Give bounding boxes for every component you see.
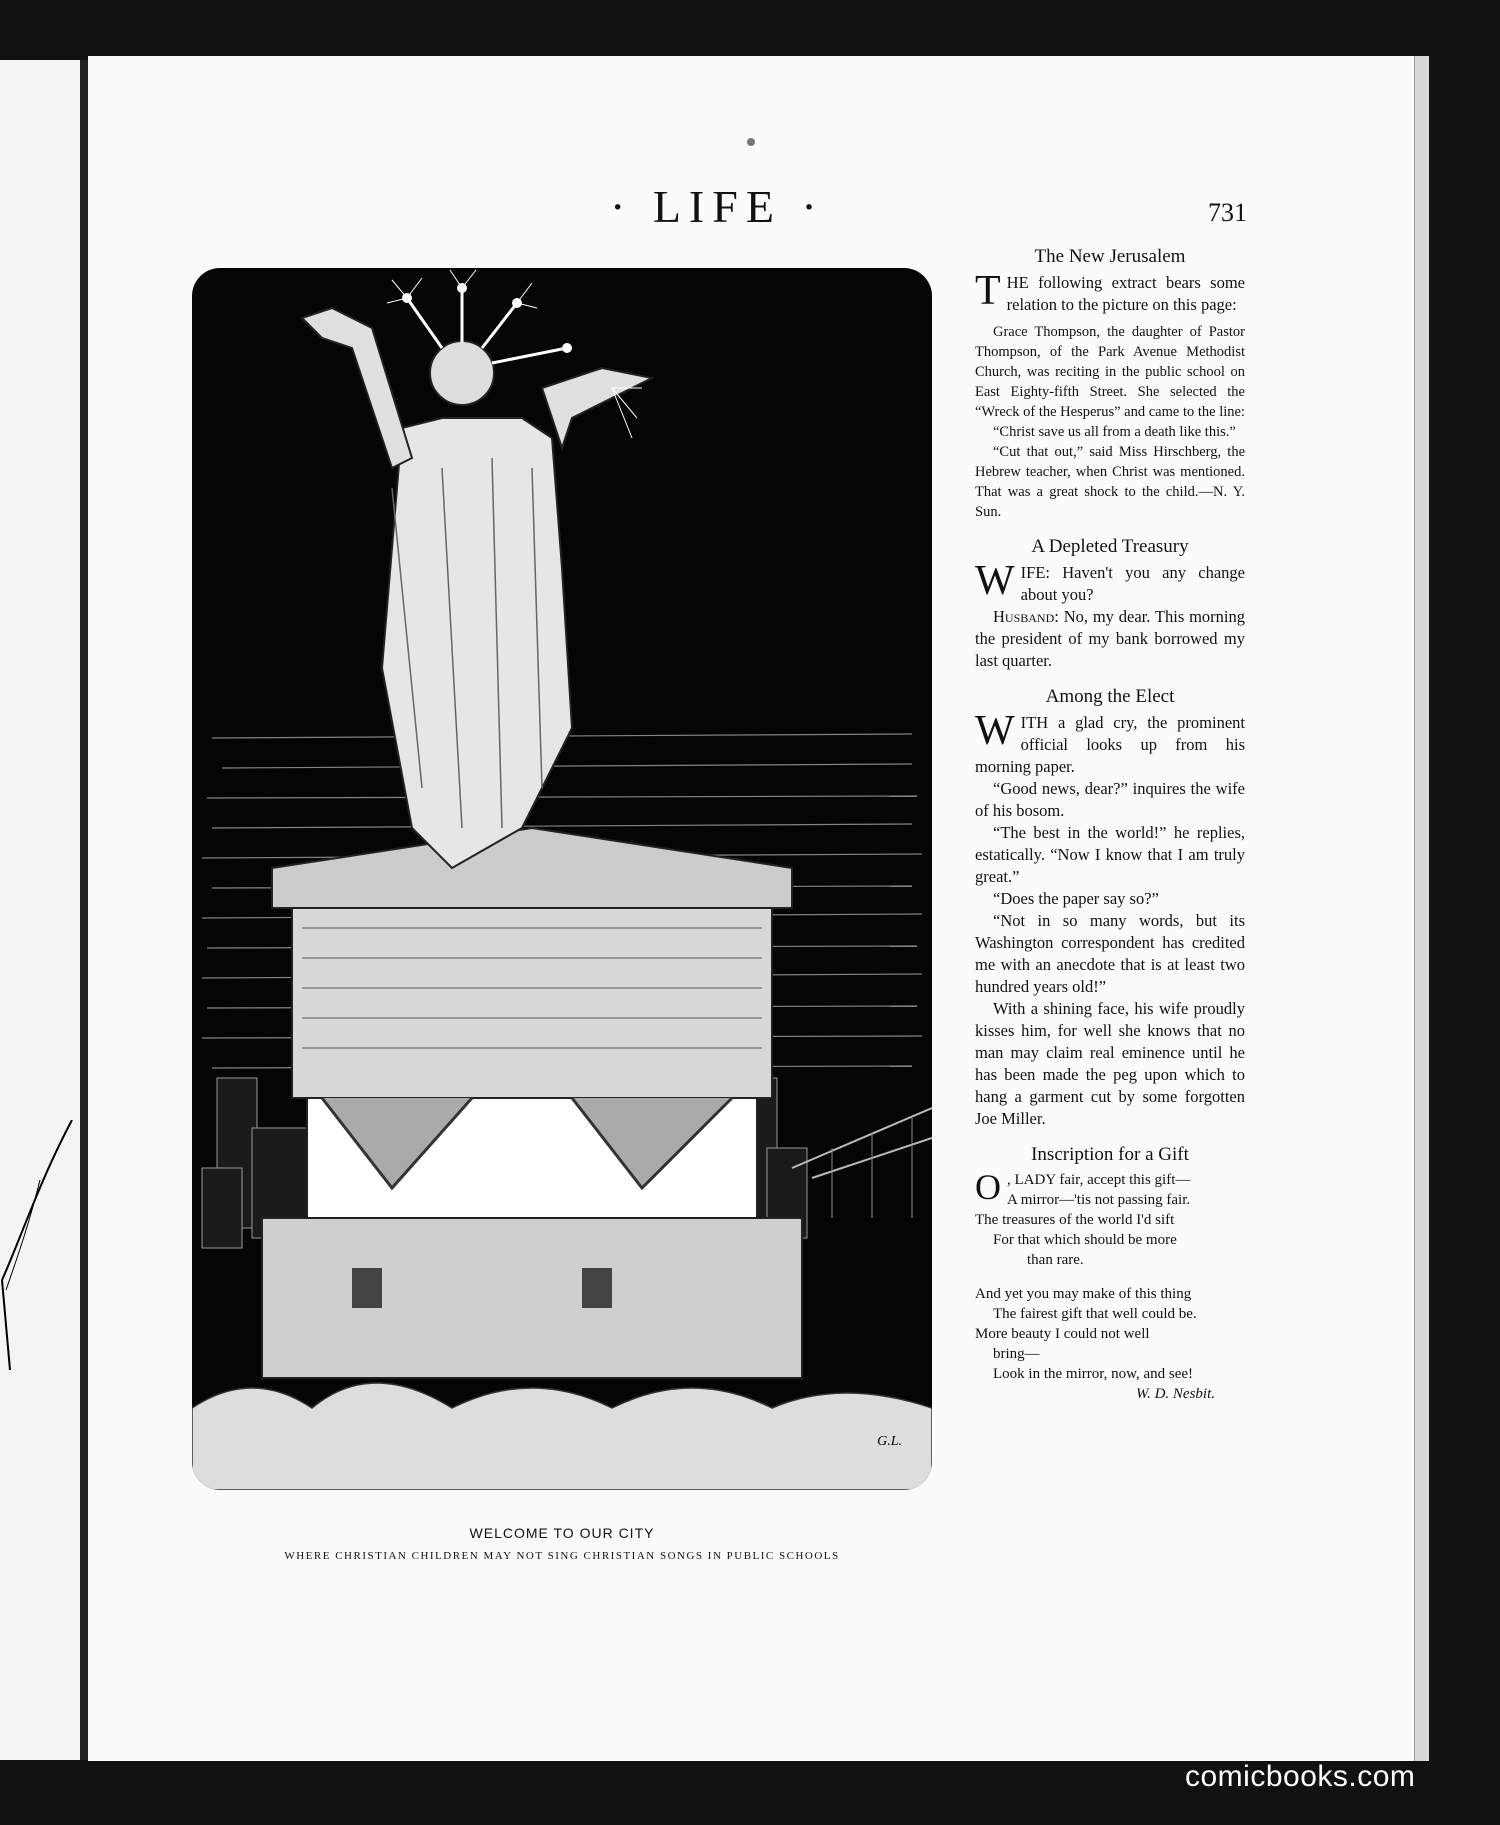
left-page-edge — [0, 60, 88, 1760]
cartoon-caption-subtitle: WHERE CHRISTIAN CHILDREN MAY NOT SING CHRISTIAN SONGS IN PUBLIC SCHOOLS — [284, 1550, 840, 1562]
poem-line: O , LADY fair, accept this gift— — [975, 1167, 1191, 1207]
poem-line: than rare. — [1027, 1252, 1084, 1268]
article-jerusalem-intro: THE following extract bears some relation to the picture on this page: — [975, 268, 1245, 314]
article-paragraph: With a shining face, his wife proudly kisses him, for well she knows that no man may claim real eminence until he has been made the peg upon which to hang a garment cut by some forgotten Joe Miller. — [975, 999, 1245, 1128]
dropcap: W — [975, 708, 1015, 754]
article-title-elect: Among the Elect — [1045, 686, 1175, 707]
poem-line: More beauty I could not well — [975, 1326, 1150, 1342]
article-title-treasury: A Depleted Treasury — [1031, 536, 1189, 557]
article-paragraph: “Does the paper say so?” — [993, 889, 1159, 908]
text-column — [975, 240, 1245, 1404]
left-page-sail-drawing — [0, 1120, 80, 1380]
artist-signature: G.L. — [877, 1434, 902, 1449]
article-paragraph: “Not in so many words, but its Washington correspondent has credited me with an anecdote that is at least two hundred years old!” — [975, 911, 1245, 996]
article-treasury-p1: WIFE: Haven't you any change about you? — [975, 558, 1245, 604]
statue-of-liberty-cartoon — [192, 268, 932, 1490]
poem-line: A mirror—'tis not passing fair. — [1007, 1192, 1191, 1208]
article-treasury-p2: Husband: No, my dear. This morning the president of my bank borrowed my last quarter. — [975, 607, 1245, 670]
article-elect-p1: WITH a glad cry, the prominent official looks up from his morning paper. — [975, 708, 1245, 776]
cartoon-caption-title: WELCOME TO OUR CITY — [469, 1525, 655, 1541]
article-paragraph: “Good news, dear?” inquires the wife of his bosom. — [975, 779, 1245, 820]
page-edge — [1414, 56, 1429, 1761]
poem-line: The treasures of the world I'd sift — [975, 1212, 1175, 1228]
article-paragraph: “The best in the world!” he replies, estatically. “Now I know that I am truly great.” — [975, 823, 1245, 886]
poem-line: bring— — [993, 1346, 1040, 1362]
masthead: · LIFE · — [610, 181, 825, 232]
gutter-shadow — [80, 60, 88, 1760]
page-number: 731 — [1208, 198, 1247, 227]
poem-author: W. D. Nesbit. — [1135, 1386, 1215, 1402]
dropcap: T — [975, 268, 1001, 314]
page-mark — [747, 138, 755, 146]
dropcap: W — [975, 558, 1015, 604]
poem-line: Look in the mirror, now, and see! — [993, 1366, 1194, 1382]
poem-inscription-for-a-gift — [975, 1167, 1245, 1404]
article-paragraph: Grace Thompson, the daughter of Pastor Thompson, of the Park Avenue Methodist Church, was reciting in the public school on East Eighty-fifth Street. She selected the “Wreck of the Hesperus” and came to the line: — [975, 324, 1245, 420]
article-title-jerusalem: The New Jerusalem — [1034, 246, 1186, 267]
poem-line: And yet you may make of this thing — [975, 1286, 1192, 1302]
watermark: comicbooks.com — [1185, 1760, 1416, 1793]
poem-line: The fairest gift that well could be. — [993, 1306, 1197, 1322]
article-paragraph: “Cut that out,” said Miss Hirschberg, the Hebrew teacher, when Christ was mentioned. That was a great shock to the child.—N. Y. Sun. — [975, 444, 1245, 520]
poem-line: For that which should be more — [993, 1232, 1177, 1248]
article-title-gift: Inscription for a Gift — [1031, 1144, 1189, 1165]
article-paragraph: “Christ save us all from a death like this.” — [993, 424, 1236, 440]
